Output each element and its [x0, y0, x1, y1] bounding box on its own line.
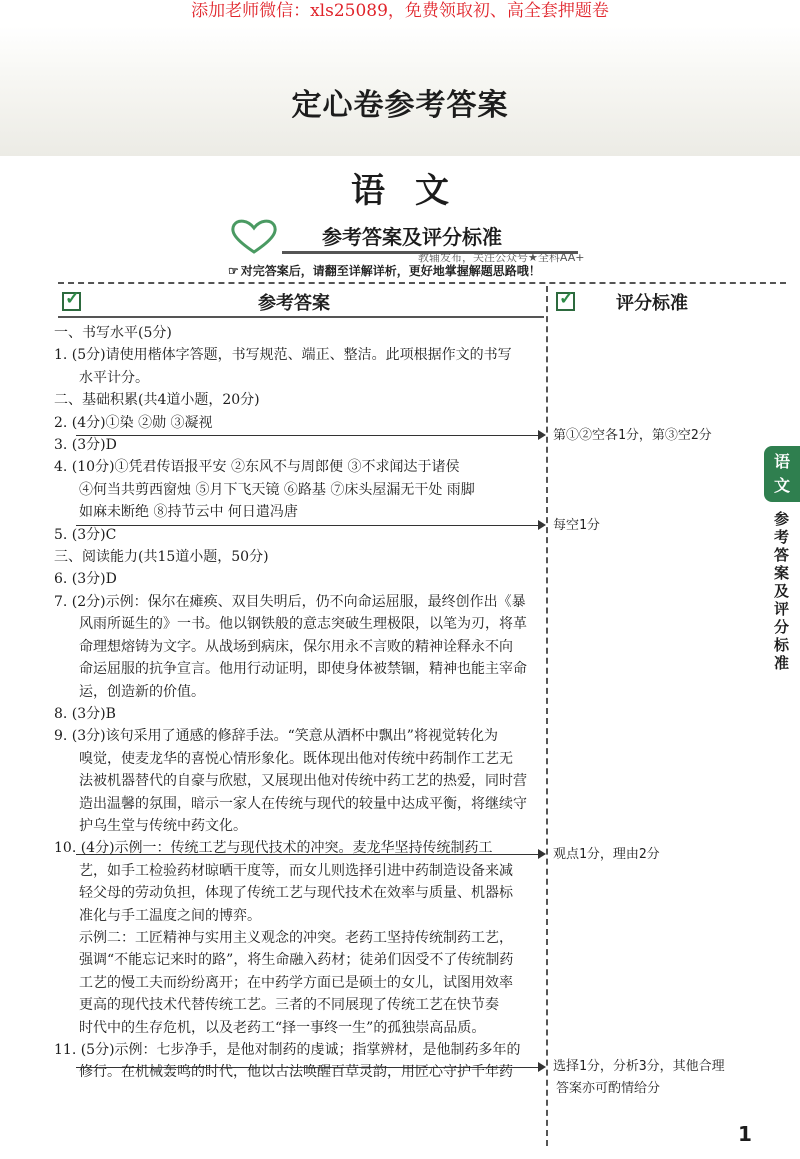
- section-heading: 三、阅读能力(共15道小题，50分): [54, 549, 269, 566]
- score-standard: 观点1分，理由2分: [553, 847, 660, 862]
- answer-line: 更高的现代技术代替传统工艺。三者的不同展现了传统工艺在快节奏: [79, 997, 499, 1014]
- answer-line: 命运屈服的抗争宣言。他用行动证明，即使身体被禁锢，精神也能主宰命: [79, 661, 527, 678]
- checkbox-icon: [556, 292, 575, 311]
- subject-side-tab: [764, 446, 800, 502]
- connector-line: [76, 435, 538, 436]
- tip-line: [228, 262, 541, 279]
- answer-line: 9. (3分)该句采用了通感的修辞手法。“笑意从酒杯中飘出”将视觉转化为: [54, 728, 498, 745]
- answer-line: 1. (5分)请使用楷体字答题，书写规范、端正、整洁。此项根据作文的书写: [54, 347, 512, 364]
- answer-line: 时代中的生存危机，以及老药工“择一事终一生”的孤独崇高品质。: [79, 1019, 486, 1036]
- answer-line: 示例二：工匠精神与实用主义观念的冲突。老药工坚持传统制药工艺，: [79, 929, 513, 946]
- score-standard: 第①②空各1分，第③空2分: [553, 428, 712, 443]
- subject-title: 语文: [351, 171, 479, 211]
- arrow-icon: [538, 430, 546, 440]
- answer-line: 强调“不能忘记来时的路”，将生命融入药材；徒弟们因受不了传统制药: [79, 952, 514, 969]
- answer-line: 3. (3分)D: [54, 437, 117, 454]
- answer-line: 法被机器替代的自豪与欣慰，又展现出他对传统中药工艺的热爱，同时营: [79, 773, 527, 790]
- connector-line: [76, 1067, 538, 1068]
- answer-line: 运，创造新的价值。: [79, 683, 205, 700]
- heart-icon: [228, 218, 280, 254]
- side-caption: 参考答案及评分标准: [774, 510, 790, 672]
- answer-line: ④何当共剪西窗烛 ⑤月下飞天镜 ⑥路基 ⑦床头屋漏无干处 雨脚: [79, 481, 475, 498]
- answer-line: 护乌生堂与传统中药文化。: [79, 817, 247, 834]
- answer-line: 10. (4分)示例一：传统工艺与现代技术的冲突。麦龙华坚持传统制药工: [54, 840, 493, 857]
- connector-line: [76, 525, 538, 526]
- arrow-icon: [538, 849, 546, 859]
- arrow-icon: [538, 1062, 546, 1072]
- column-header-answers: 参考答案: [258, 293, 330, 314]
- column-header-standards: 评分标准: [616, 293, 688, 314]
- page-number: 1: [738, 1122, 752, 1146]
- checkbox-icon: [62, 292, 81, 311]
- divider-top: [58, 282, 786, 284]
- banner-title: 参考答案及评分标准: [322, 225, 502, 249]
- answer-content: [54, 322, 538, 1084]
- answer-line: 艺，如手工检验药材晾晒干度等，而女儿则选择引进中药制造设备来减: [79, 862, 513, 879]
- arrow-icon: [538, 520, 546, 530]
- answer-line: 如麻未断绝 ⑧持节云中 何日遣冯唐: [79, 504, 298, 521]
- section-heading: 一、书写水平(5分): [54, 325, 172, 341]
- answer-line: 6. (3分)D: [54, 571, 117, 588]
- answer-line: 2. (4分)①染 ②勋 ③凝视: [54, 414, 213, 431]
- score-standard: 选择1分，分析3分，其他合理: [553, 1059, 725, 1074]
- score-standard: 答案亦可酌情给分: [556, 1081, 661, 1096]
- section-heading: 二、基础积累(共4道小题，20分): [54, 392, 260, 409]
- answer-line: 命理想熔铸为文字。从战场到病床，保尔用永不言败的精神诠释永不向: [79, 638, 513, 655]
- answer-line: 水平计分。: [79, 369, 149, 386]
- answer-line: 7. (2分)示例：保尔在瘫痪、双目失明后，仍不向命运屈服，最终创作出《暴: [54, 593, 526, 610]
- answer-line: 4. (10分)①凭君传语报平安 ②东风不与周郎便 ③不求闻达于诸侯: [54, 459, 460, 476]
- side-tab-label: 语 文: [773, 452, 790, 495]
- answer-line: 8. (3分)B: [54, 705, 116, 722]
- column-divider: [546, 286, 548, 1146]
- tip-text: 对完答案后，请翻至详解详析，更好地掌握解题思路哦！: [240, 264, 541, 278]
- connector-line: [76, 854, 538, 855]
- divider-header: [58, 316, 544, 318]
- answer-line: 修行。在机械轰鸣的时代，他以古法唤醒百草灵韵，用匠心守护千年药: [79, 1064, 513, 1081]
- answer-line: 工艺的慢工夫而纷纷离开；在中药学方面已是硕士的女儿，试图用效率: [79, 974, 513, 991]
- score-standard: 每空1分: [553, 518, 600, 533]
- pointing-hand-icon: ☞: [228, 264, 239, 278]
- answer-line: 11. (5分)示例：七步净手，是他对制药的虔诚；指掌辨材，是他制药多年的: [54, 1042, 521, 1058]
- banner-note: 教辅发布，关注公众号★全科AA+: [418, 251, 585, 264]
- answer-line: 风雨所诞生的》一书。他以钢铁般的意志突破生理极限，以笔为刃，将革: [79, 616, 527, 633]
- answer-line: 造出温馨的氛围，暗示一家人在传统与现代的较量中达成平衡，将继续守: [79, 795, 527, 812]
- watermark: 添加老师微信：xls25089，免费领取初、高全套押题卷: [191, 1, 609, 21]
- answer-line: 轻父母的劳动负担，体现了传统工艺与现代技术在效率与质量、机器标: [79, 885, 513, 902]
- answer-line: 嗅觉，使麦龙华的喜悦心情形象化。既体现出他对传统中药制作工艺无: [79, 750, 513, 767]
- page-title: 定心卷参考答案: [291, 88, 509, 123]
- answer-line: 准化与手工温度之间的博弈。: [79, 907, 261, 924]
- answer-line: 5. (3分)C: [54, 526, 117, 543]
